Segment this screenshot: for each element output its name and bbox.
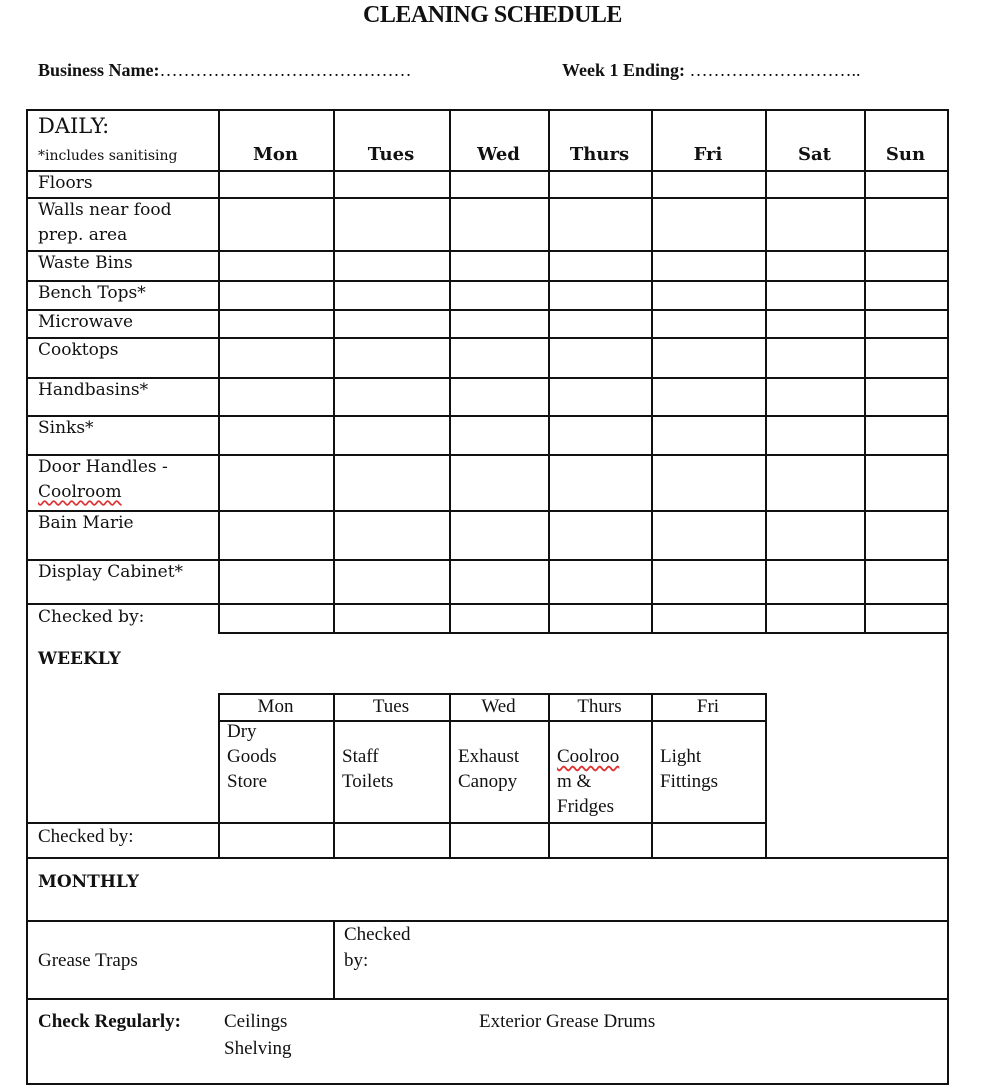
daily-check-cell[interactable] bbox=[866, 456, 947, 510]
weekly-task-label: Toilets bbox=[342, 771, 394, 792]
daily-check-cell[interactable] bbox=[653, 199, 765, 250]
daily-check-cell[interactable] bbox=[866, 379, 947, 415]
daily-check-cell[interactable] bbox=[653, 252, 765, 280]
daily-check-cell[interactable] bbox=[550, 561, 651, 603]
daily-day-header-thurs: Thurs bbox=[569, 144, 630, 165]
weekly-column-rule bbox=[765, 693, 767, 859]
daily-checked-by-cell[interactable] bbox=[220, 605, 333, 632]
monthly-checked-by-label-2: by: bbox=[344, 950, 369, 971]
daily-check-cell[interactable] bbox=[220, 561, 333, 603]
daily-check-cell[interactable] bbox=[767, 172, 864, 197]
daily-check-cell[interactable] bbox=[451, 379, 548, 415]
daily-check-cell[interactable] bbox=[451, 561, 548, 603]
weekly-day-header-tues: Tues bbox=[372, 696, 410, 717]
daily-task-label: Bench Tops* bbox=[38, 283, 146, 303]
daily-check-cell[interactable] bbox=[767, 311, 864, 337]
daily-check-cell[interactable] bbox=[335, 456, 449, 510]
daily-check-cell[interactable] bbox=[550, 311, 651, 337]
weekly-task-label: Light bbox=[660, 746, 702, 767]
daily-heading: DAILY: bbox=[38, 114, 110, 138]
daily-day-header-tues: Tues bbox=[367, 144, 415, 165]
monthly-checked-by-field[interactable] bbox=[336, 922, 945, 997]
daily-note: *includes sanitising bbox=[38, 148, 178, 164]
daily-check-cell[interactable] bbox=[653, 282, 765, 309]
daily-task-label: Door Handles - bbox=[38, 457, 168, 477]
monthly-task-grease-traps: Grease Traps bbox=[38, 950, 138, 971]
daily-check-cell[interactable] bbox=[220, 172, 333, 197]
daily-check-cell[interactable] bbox=[451, 311, 548, 337]
daily-day-header-mon: Mon bbox=[252, 144, 299, 165]
daily-check-cell[interactable] bbox=[550, 417, 651, 454]
weekly-task-label: m & bbox=[557, 771, 592, 792]
daily-task-label: Display Cabinet* bbox=[38, 562, 184, 582]
daily-check-cell[interactable] bbox=[653, 379, 765, 415]
daily-check-cell[interactable] bbox=[767, 379, 864, 415]
daily-check-cell[interactable] bbox=[653, 512, 765, 559]
weekly-task-label: Goods bbox=[227, 746, 277, 767]
daily-check-cell[interactable] bbox=[220, 417, 333, 454]
daily-check-cell[interactable] bbox=[550, 339, 651, 377]
daily-check-cell[interactable] bbox=[550, 252, 651, 280]
daily-check-cell[interactable] bbox=[451, 282, 548, 309]
document-title: CLEANING SCHEDULE bbox=[363, 2, 622, 28]
daily-checked-by-cell[interactable] bbox=[767, 605, 864, 632]
daily-checked-by-cell[interactable] bbox=[451, 605, 548, 632]
daily-check-cell[interactable] bbox=[767, 417, 864, 454]
regular-item: Shelving bbox=[224, 1038, 292, 1059]
daily-task-label: Waste Bins bbox=[38, 253, 133, 273]
daily-check-cell[interactable] bbox=[451, 456, 548, 510]
daily-check-cell[interactable] bbox=[866, 417, 947, 454]
daily-check-cell[interactable] bbox=[767, 456, 864, 510]
weekly-day-header-thurs: Thurs bbox=[577, 696, 622, 717]
weekly-task-label: Canopy bbox=[458, 771, 518, 792]
daily-check-cell[interactable] bbox=[451, 339, 548, 377]
daily-checked-by-cell[interactable] bbox=[653, 605, 765, 632]
daily-check-cell[interactable] bbox=[767, 282, 864, 309]
monthly-divider bbox=[333, 920, 335, 1000]
daily-check-cell[interactable] bbox=[335, 417, 449, 454]
daily-task-label: Cooktops bbox=[38, 340, 119, 360]
regular-item: Exterior Grease Drums bbox=[479, 1011, 656, 1032]
daily-task-label: prep. area bbox=[38, 225, 128, 245]
daily-check-cell[interactable] bbox=[866, 339, 947, 377]
weekly-header-rule bbox=[218, 720, 767, 722]
daily-check-cell[interactable] bbox=[335, 311, 449, 337]
weekly-day-header-wed: Wed bbox=[481, 696, 516, 717]
daily-check-cell[interactable] bbox=[335, 339, 449, 377]
daily-check-cell[interactable] bbox=[653, 417, 765, 454]
daily-bottom-rule bbox=[218, 632, 949, 634]
week-ending-field[interactable] bbox=[562, 60, 861, 81]
daily-check-cell[interactable] bbox=[451, 252, 548, 280]
daily-checked-by-label: Checked by: bbox=[38, 607, 145, 627]
daily-check-cell[interactable] bbox=[220, 379, 333, 415]
daily-check-cell[interactable] bbox=[866, 199, 947, 250]
daily-check-cell[interactable] bbox=[335, 379, 449, 415]
daily-task-label: Bain Marie bbox=[38, 513, 134, 533]
daily-check-cell[interactable] bbox=[220, 282, 333, 309]
daily-check-cell[interactable] bbox=[866, 252, 947, 280]
weekly-day-header-mon: Mon bbox=[257, 696, 294, 717]
daily-check-cell[interactable] bbox=[335, 199, 449, 250]
daily-check-cell[interactable] bbox=[653, 172, 765, 197]
monthly-checked-by-label: Checked bbox=[344, 924, 411, 945]
daily-task-label: Coolroom bbox=[38, 482, 122, 502]
daily-check-cell[interactable] bbox=[335, 512, 449, 559]
daily-check-cell[interactable] bbox=[220, 311, 333, 337]
weekly-heading: WEEKLY bbox=[38, 649, 121, 669]
daily-check-cell[interactable] bbox=[767, 561, 864, 603]
daily-check-cell[interactable] bbox=[767, 512, 864, 559]
daily-check-cell[interactable] bbox=[653, 311, 765, 337]
daily-task-label: Microwave bbox=[38, 312, 134, 332]
daily-day-header-fri: Fri bbox=[693, 144, 723, 165]
daily-check-cell[interactable] bbox=[550, 512, 651, 559]
weekly-checked-by-cell[interactable] bbox=[335, 824, 449, 857]
daily-check-cell[interactable] bbox=[866, 311, 947, 337]
daily-day-header-sat: Sat bbox=[798, 144, 831, 165]
weekly-task-label: Coolroo bbox=[557, 746, 620, 767]
daily-check-cell[interactable] bbox=[220, 339, 333, 377]
daily-check-cell[interactable] bbox=[220, 512, 333, 559]
business-name-blank: …………………………………… bbox=[159, 60, 412, 80]
daily-check-cell[interactable] bbox=[220, 252, 333, 280]
monthly-heading: MONTHLY bbox=[38, 872, 139, 892]
daily-check-cell[interactable] bbox=[220, 199, 333, 250]
daily-checked-by-cell[interactable] bbox=[550, 605, 651, 632]
daily-check-cell[interactable] bbox=[653, 456, 765, 510]
weekly-checked-by-cell[interactable] bbox=[220, 824, 333, 857]
daily-check-cell[interactable] bbox=[451, 417, 548, 454]
daily-check-cell[interactable] bbox=[451, 172, 548, 197]
weekly-task-label: Fridges bbox=[557, 796, 614, 817]
daily-checked-by-cell[interactable] bbox=[866, 605, 947, 632]
weekly-task-label: Staff bbox=[342, 746, 379, 767]
daily-check-cell[interactable] bbox=[335, 282, 449, 309]
daily-check-cell[interactable] bbox=[866, 282, 947, 309]
daily-task-label: Floors bbox=[38, 173, 93, 193]
business-name-label: Business Name: bbox=[38, 60, 160, 80]
daily-day-header-wed: Wed bbox=[477, 144, 520, 165]
week-ending-blank: ……………………….. bbox=[689, 60, 861, 80]
weekly-task-label: Exhaust bbox=[458, 746, 520, 767]
weekly-checked-by-cell[interactable] bbox=[550, 824, 651, 857]
weekly-day-header-fri: Fri bbox=[696, 696, 720, 717]
daily-check-cell[interactable] bbox=[451, 512, 548, 559]
daily-check-cell[interactable] bbox=[866, 512, 947, 559]
weekly-bottom-rule bbox=[26, 857, 949, 859]
weekly-checked-by-cell[interactable] bbox=[653, 824, 765, 857]
business-name-field[interactable] bbox=[38, 60, 412, 81]
daily-check-cell[interactable] bbox=[653, 561, 765, 603]
weekly-task-label: Fittings bbox=[660, 771, 719, 792]
regular-rule bbox=[26, 998, 949, 1000]
daily-task-label: Handbasins* bbox=[38, 380, 149, 400]
regular-item: Ceilings bbox=[224, 1011, 288, 1032]
weekly-checked-by-label: Checked by: bbox=[38, 826, 134, 847]
daily-check-cell[interactable] bbox=[767, 252, 864, 280]
daily-check-cell[interactable] bbox=[335, 252, 449, 280]
daily-check-cell[interactable] bbox=[335, 561, 449, 603]
week-ending-label: Week 1 Ending: bbox=[562, 60, 686, 80]
daily-check-cell[interactable] bbox=[550, 199, 651, 250]
daily-check-cell[interactable] bbox=[653, 339, 765, 377]
daily-checked-by-cell[interactable] bbox=[335, 605, 449, 632]
daily-check-cell[interactable] bbox=[451, 199, 548, 250]
daily-check-cell[interactable] bbox=[220, 456, 333, 510]
daily-check-cell[interactable] bbox=[767, 199, 864, 250]
daily-task-label: Walls near food bbox=[38, 200, 172, 220]
weekly-task-label: Dry bbox=[227, 721, 257, 742]
daily-check-cell[interactable] bbox=[550, 282, 651, 309]
daily-check-cell[interactable] bbox=[866, 172, 947, 197]
weekly-task-label: Store bbox=[227, 771, 268, 792]
check-regularly-label: Check Regularly: bbox=[38, 1011, 182, 1032]
daily-check-cell[interactable] bbox=[550, 379, 651, 415]
daily-task-label: Sinks* bbox=[38, 418, 94, 438]
weekly-checked-by-cell[interactable] bbox=[451, 824, 548, 857]
daily-check-cell[interactable] bbox=[335, 172, 449, 197]
daily-day-header-sun: Sun bbox=[885, 144, 926, 165]
daily-check-cell[interactable] bbox=[767, 339, 864, 377]
daily-check-cell[interactable] bbox=[866, 561, 947, 603]
daily-check-cell[interactable] bbox=[550, 172, 651, 197]
daily-check-cell[interactable] bbox=[550, 456, 651, 510]
